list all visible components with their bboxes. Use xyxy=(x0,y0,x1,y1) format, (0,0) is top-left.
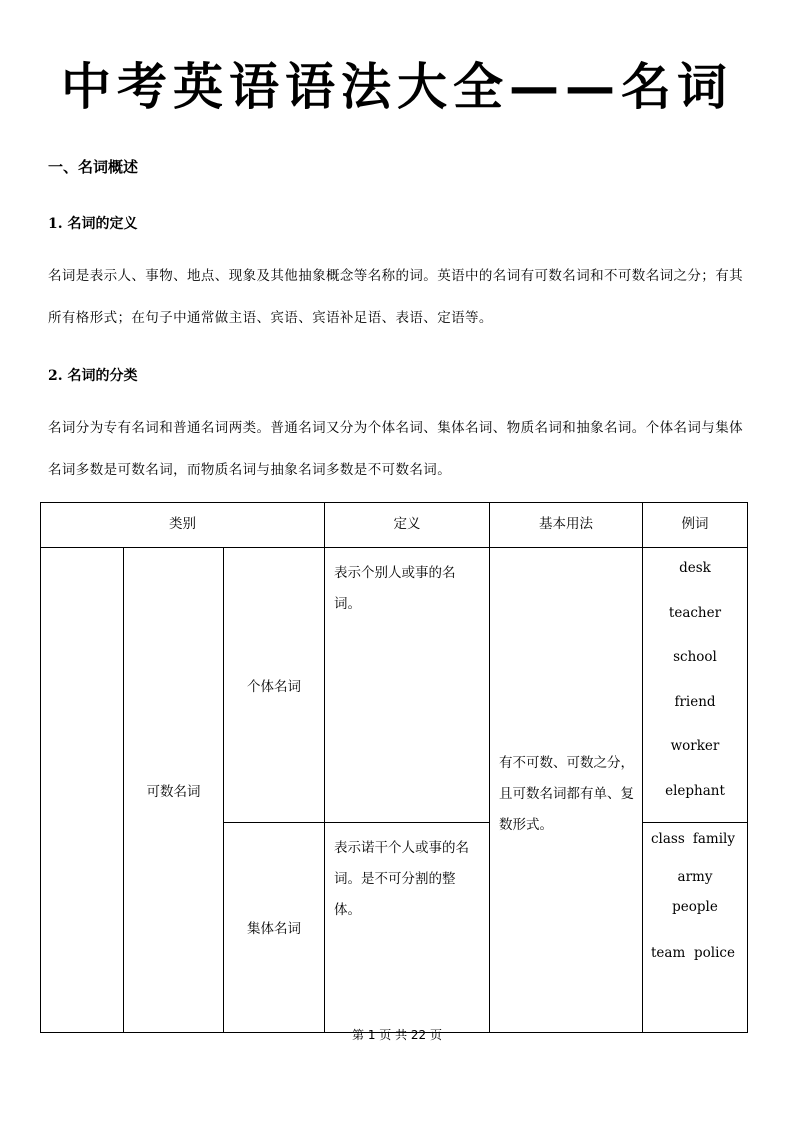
page-title: 中考英语语法大全——名词 xyxy=(61,58,733,116)
collective-noun-definition: 表示诺干个人或事的名词。是不可分割的整体。 xyxy=(325,822,490,1032)
header-examples: 例词 xyxy=(643,503,748,548)
collective-noun-label: 集体名词 xyxy=(224,822,325,1032)
example-word: people xyxy=(672,898,718,915)
page-footer: 第 1 页 共 22 页 xyxy=(352,1028,442,1042)
header-definition: 定义 xyxy=(325,503,490,548)
example-word: team xyxy=(651,944,686,961)
individual-noun-label: 个体名词 xyxy=(224,548,325,823)
example-word: friend xyxy=(674,693,716,710)
noun-classification-table xyxy=(40,502,748,1033)
usage-text: 有不可数、可数之分，且可数名词都有单、复数形式。 xyxy=(490,548,643,1033)
section-heading-overview: 一、名词概述 xyxy=(48,158,139,176)
example-word: class xyxy=(651,830,685,847)
collective-examples xyxy=(643,822,748,1032)
example-word: teacher xyxy=(668,604,722,621)
example-word: school xyxy=(673,649,717,666)
individual-noun-definition: 表示个别人或事的名词。 xyxy=(325,548,490,823)
subheading-classification: 2. 名词的分类 xyxy=(48,368,138,384)
definition-paragraph: 名词是表示人、事物、地点、现象及其他抽象概念等名称的词。英语中的名词有可数名词和不可数名词之分；有其所有格形式；在句子中通常做主语、宾语、宾语补足语、表语、定语等。 xyxy=(48,268,743,326)
empty-cell xyxy=(41,548,124,1033)
example-word: worker xyxy=(670,738,720,755)
individual-examples xyxy=(643,548,748,823)
example-word: elephant xyxy=(665,782,725,799)
example-word: family xyxy=(692,830,735,847)
example-word: police xyxy=(694,944,735,961)
example-word: desk xyxy=(679,560,711,576)
countable-noun-label: 可数名词 xyxy=(124,548,224,1033)
subheading-definition: 1. 名词的定义 xyxy=(48,216,138,232)
header-usage: 基本用法 xyxy=(490,503,643,548)
header-category: 类别 xyxy=(41,503,325,548)
example-word: army xyxy=(677,868,713,885)
classification-paragraph: 名词分为专有名词和普通名词两类。普通名词又分为个体名词、集体名词、物质名词和抽象名词。个体名词与集体名词多数是可数名词，而物质名词与抽象名词多数是不可数名词。 xyxy=(48,420,743,478)
